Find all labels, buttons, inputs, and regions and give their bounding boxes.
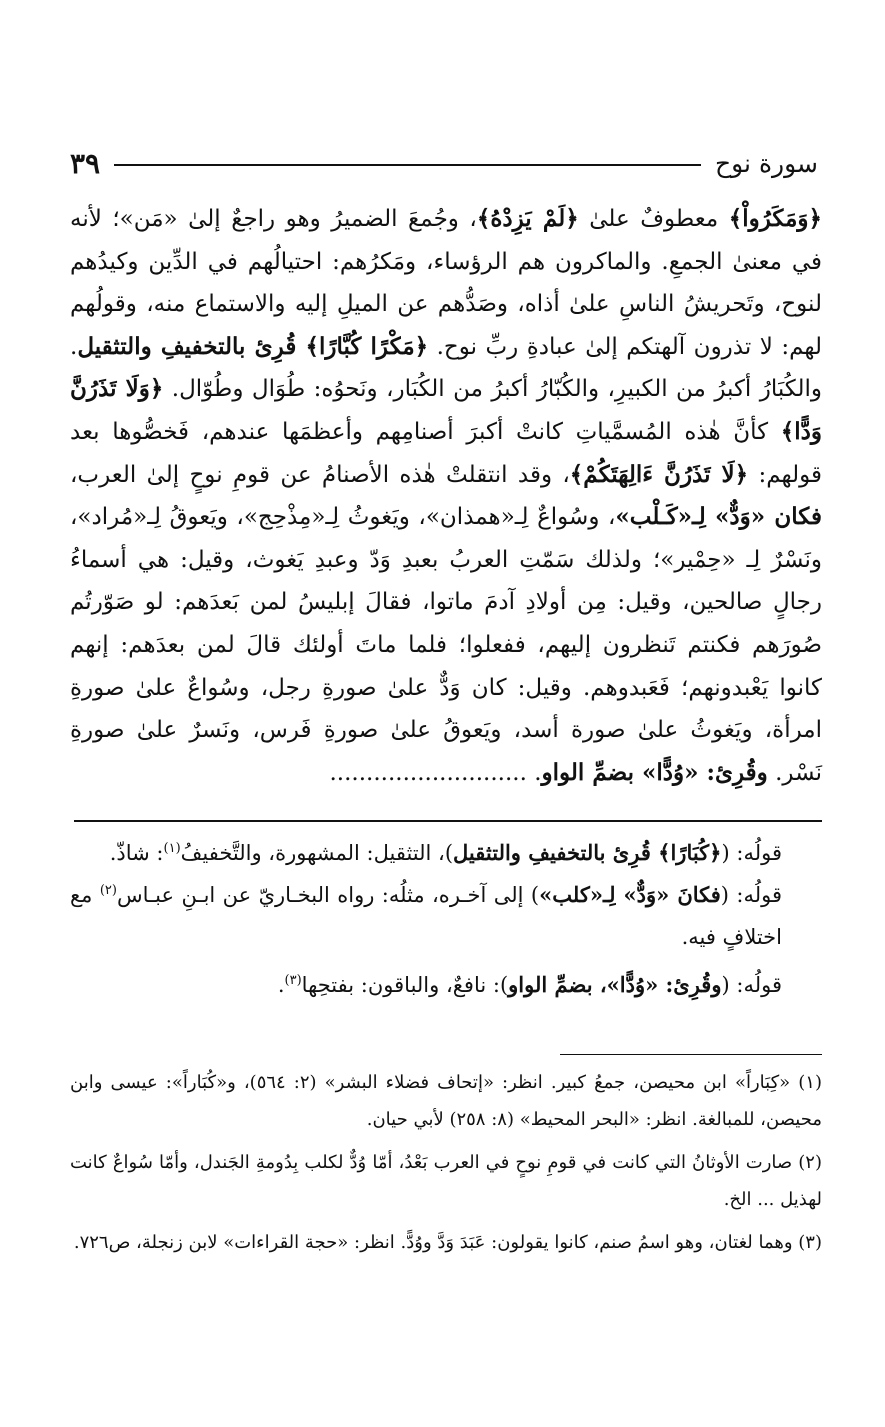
footnote-rule	[560, 1054, 822, 1055]
entry-lead: قولُه: (	[721, 973, 782, 997]
entry-text: : نافعٌ، والباقون: بفتحِها	[301, 973, 500, 997]
text-run: ، وسُواعٌ لِـ«همذان»، ويَغوثُ لِـ«مِذْحِج»، ويَعوقُ لِـ«مُراد»، ونَسْرٌ لِـ «حِمْير»؛ ولذلك سَمّتِ العربُ بعبدِ وَدّ وعبدِ يَغوث، وقيل: هي أسماءُ رجالٍ صالحين، وقيل: مِن أولادِ آدمَ ماتوا، فقالَ إبليسُ لمن بَعدَهم: لو صَوّرتُم صُورَهم فكنتم تَنظرون إليهم، ففعلوا؛ فلما ماتَ أولئك قالَ لمن بعدَهم: إنهم كانوا يَعْبدونهم؛ فَعَبدوهم. وقيل: كان وَدٌّ علىٰ صورةِ رجل، وسُواعٌ علىٰ صورةِ امرأة، ويَغوثُ علىٰ صورة أسد، ويَعوقُ علىٰ صورةِ فَرس، ونَسرٌ علىٰ صورةِ نَسْر.	[70, 504, 822, 786]
reading-note: قُرِئ بالتخفيفِ والتثقيل	[77, 332, 306, 360]
commentary-section	[70, 832, 822, 1006]
main-text	[70, 198, 822, 794]
entry-quote: وقُرِئ: «وُدًّا»، بضمِّ الواو	[508, 972, 722, 997]
entry-quote: ﴿كُبَارًا﴾ قُرِئ بالتخفيفِ والتثقيل	[453, 840, 722, 865]
main-paragraph	[70, 198, 822, 794]
commentary-entry	[70, 874, 822, 958]
footnote-3: (٣) وهما لغتان، وهو اسمُ صنم، كانوا يقولون: عَبَدَ وَدَّ ووُدًّ. انظر: «حجة القراءات» لابن زنجلة، ص٧٢٦.	[73, 1232, 822, 1253]
footnote-ref: (١)	[163, 841, 181, 856]
section-divider	[74, 820, 822, 822]
header-rule	[114, 164, 701, 166]
entry-text: إلى آخـره، مثلُه: رواه البخـاريّ عن ابـنِ عبـاس	[116, 883, 531, 907]
reading-note: وقُرِئ: «وُدًّا» بضمِّ الواو	[541, 758, 768, 786]
commentary-entry	[70, 832, 822, 874]
text-run: معطوفٌ علىٰ	[578, 206, 729, 232]
running-header	[70, 138, 818, 188]
footnote-ref: (٣)	[284, 973, 302, 988]
quran-quote: ﴿وَلَا تَذَرُنَّ وَدًّا﴾	[70, 375, 823, 445]
entry-quote: فكانَ «وَدٌّ» لِـ«كلب»	[539, 882, 721, 907]
entry-tail: .	[277, 973, 285, 997]
text-run: ، وجُمعَ الضميرُ وهو راجعٌ إلىٰ «مَن»؛ لأنه في معنىٰ الجمعِ. والماكرون هم الرؤساء، ومَكرُهم: احتيالُهم في الدِّين وكيدُهم لنوح، وتَحريشُ الناسِ علىٰ أذاه، وصَدُّهم عن الميلِ إليه والاستماع منه، وقولُهم لهم: لا تذرون آلهتكم إلىٰ عبادةِ ربِّ نوح.	[70, 206, 822, 360]
commentary-entry	[70, 964, 822, 1006]
dotted-leader: . ...........................	[329, 759, 542, 786]
quran-quote: ﴿مَكْرًا كُبَّارًا﴾	[305, 332, 429, 360]
idol-tribe-note: فكان «وَدٌّ» لِـ«كَـلْب»	[615, 503, 823, 531]
quran-quote: ﴿وَمَكَرُواْ﴾	[728, 205, 822, 232]
footnote-ref: (٢)	[99, 883, 117, 898]
text-run: كأنَّ هٰذه المُسمَّياتِ كانتْ أكبرَ أصنامِهم وأعظمَها عندهم، فَخصُّوها بعد قولهم:	[70, 418, 822, 488]
page-number: ٣٩	[70, 146, 101, 180]
entry-tail: : شاذّ.	[109, 841, 164, 865]
surah-title: سورة نوح	[715, 148, 818, 178]
footnotes-section	[70, 1064, 822, 1267]
quran-quote: ﴿لَا تَذَرُنَّ ءَالِهَتَكُمْ﴾	[569, 460, 749, 488]
footnote-1: (١) «كِبَاراً» ابن محيصن، جمعُ كبير. انظر: «إتحاف فضلاء البشر» (٢: ٥٦٤)، و«كُبَاراً»: عيسى وابن محيصن، للمبالغة. انظر: «البحر المحيط» (٨: ٢٥٨) لأبي حيان.	[70, 1072, 822, 1130]
entry-close: )	[444, 841, 454, 865]
entry-lead: قولُه: (	[720, 883, 782, 907]
entry-tail: مع اختلافٍ فيه.	[70, 883, 782, 949]
entry-text: ، التثقيل: المشهورة، والتَّخفيفُ	[180, 841, 445, 865]
entry-lead: قولُه: (	[721, 841, 782, 865]
entry-close: )	[499, 973, 509, 997]
text-run: . والكُبَارُ أكبرُ من الكبيرِ، والكُبّارُ أكبرُ من الكُبَار، ونَحوُه: طُوَال وطُوّال.	[70, 333, 822, 403]
entry-close: )	[530, 883, 540, 907]
text-run: ، وقد انتقلتْ هٰذه الأصنامُ عن قومِ نوحٍ إلىٰ العرب،	[70, 461, 570, 488]
footnote-2: (٢) صارت الأوثانُ التي كانت في قومِ نوحٍ في العرب بَعْدُ، أمّا وُدٌّ لكلب بِدُومةِ الجَندل، وأمّا سُواعٌ كانت لهذيل ... الخ.	[70, 1152, 822, 1210]
quran-quote: ﴿لَمْ يَزِدْهُ﴾	[476, 205, 579, 232]
